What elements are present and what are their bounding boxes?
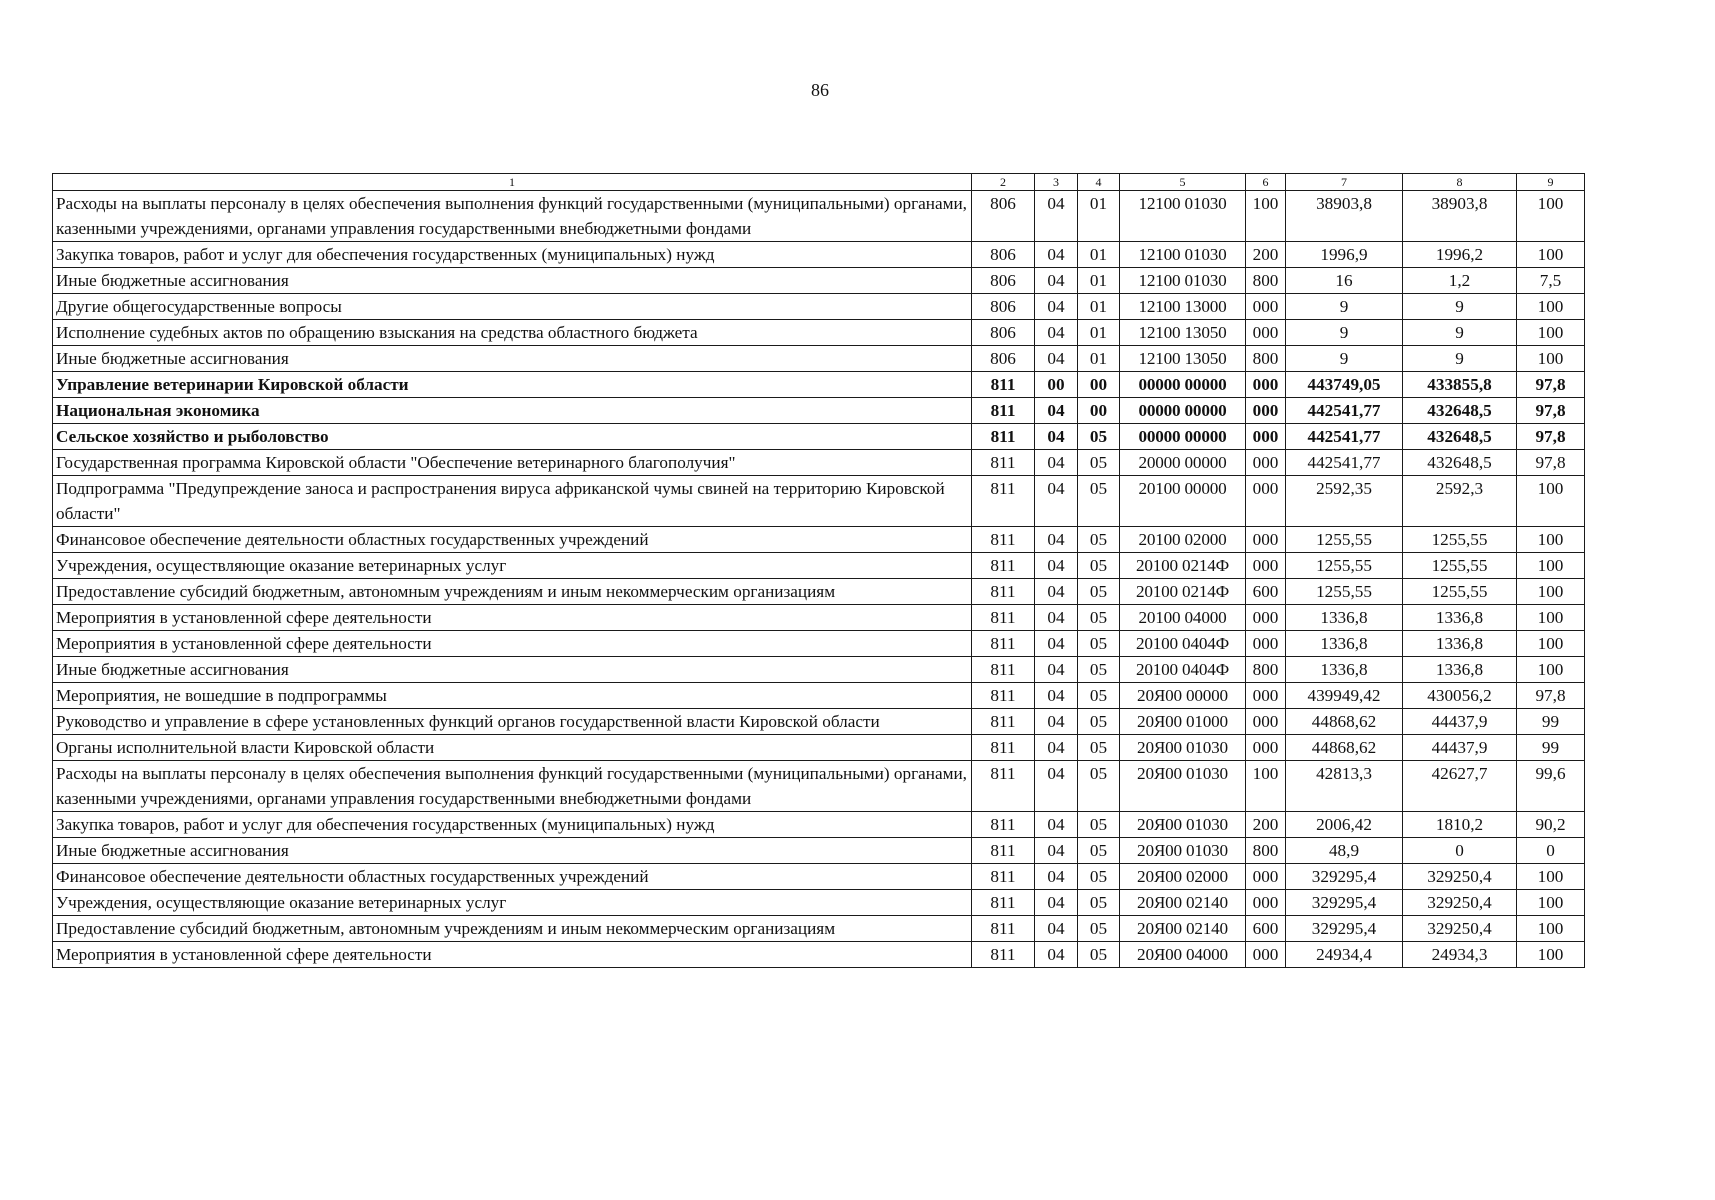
- row-name-cell: Иные бюджетные ассигнования: [53, 346, 972, 372]
- subsection-cell: 01: [1078, 191, 1120, 242]
- target-article-cell: 20Я00 04000: [1120, 942, 1246, 968]
- section-cell: 04: [1035, 191, 1078, 242]
- target-article-cell: 00000 00000: [1120, 424, 1246, 450]
- section-cell: 04: [1035, 709, 1078, 735]
- row-name-cell: Органы исполнительной власти Кировской области: [53, 735, 972, 761]
- chapter-code-cell: 811: [972, 424, 1035, 450]
- section-cell: 04: [1035, 631, 1078, 657]
- expense-type-cell: 800: [1246, 268, 1286, 294]
- percent-cell: 97,8: [1517, 372, 1585, 398]
- row-name-cell: Национальная экономика: [53, 398, 972, 424]
- actual-amount-cell: 9: [1403, 346, 1517, 372]
- section-cell: 04: [1035, 346, 1078, 372]
- percent-cell: 100: [1517, 242, 1585, 268]
- percent-cell: 90,2: [1517, 812, 1585, 838]
- percent-cell: 100: [1517, 942, 1585, 968]
- row-name-cell: Другие общегосударственные вопросы: [53, 294, 972, 320]
- table-row: [53, 527, 1585, 553]
- percent-cell: 99: [1517, 709, 1585, 735]
- actual-amount-cell: 1255,55: [1403, 579, 1517, 605]
- chapter-code-cell: 806: [972, 294, 1035, 320]
- section-cell: 04: [1035, 450, 1078, 476]
- actual-amount-cell: 432648,5: [1403, 424, 1517, 450]
- subsection-cell: 05: [1078, 916, 1120, 942]
- section-cell: 04: [1035, 916, 1078, 942]
- actual-amount-cell: 432648,5: [1403, 398, 1517, 424]
- target-article-cell: 20100 00000: [1120, 476, 1246, 527]
- percent-cell: 97,8: [1517, 683, 1585, 709]
- plan-amount-cell: 2592,35: [1286, 476, 1403, 527]
- chapter-code-cell: 811: [972, 838, 1035, 864]
- expense-type-cell: 800: [1246, 346, 1286, 372]
- percent-cell: 100: [1517, 320, 1585, 346]
- row-name-cell: Мероприятия в установленной сфере деятельности: [53, 605, 972, 631]
- chapter-code-cell: 811: [972, 864, 1035, 890]
- section-cell: 04: [1035, 294, 1078, 320]
- chapter-code-cell: 806: [972, 191, 1035, 242]
- table-row: [53, 268, 1585, 294]
- percent-cell: 100: [1517, 527, 1585, 553]
- target-article-cell: 20Я00 00000: [1120, 683, 1246, 709]
- percent-cell: 100: [1517, 191, 1585, 242]
- percent-cell: 7,5: [1517, 268, 1585, 294]
- actual-amount-cell: 9: [1403, 320, 1517, 346]
- expense-type-cell: 800: [1246, 657, 1286, 683]
- section-cell: 04: [1035, 761, 1078, 812]
- row-name-cell: Иные бюджетные ассигнования: [53, 657, 972, 683]
- plan-amount-cell: 1336,8: [1286, 605, 1403, 631]
- plan-amount-cell: 1336,8: [1286, 631, 1403, 657]
- subsection-cell: 05: [1078, 527, 1120, 553]
- plan-amount-cell: 329295,4: [1286, 864, 1403, 890]
- subsection-cell: 01: [1078, 242, 1120, 268]
- actual-amount-cell: 2592,3: [1403, 476, 1517, 527]
- chapter-code-cell: 811: [972, 761, 1035, 812]
- section-cell: 04: [1035, 553, 1078, 579]
- column-header: 4: [1078, 174, 1120, 191]
- table-row: [53, 242, 1585, 268]
- table-row: [53, 735, 1585, 761]
- plan-amount-cell: 44868,62: [1286, 709, 1403, 735]
- actual-amount-cell: 329250,4: [1403, 890, 1517, 916]
- percent-cell: 97,8: [1517, 450, 1585, 476]
- target-article-cell: 20Я00 01030: [1120, 761, 1246, 812]
- table-row: [53, 864, 1585, 890]
- column-header: 8: [1403, 174, 1517, 191]
- actual-amount-cell: 42627,7: [1403, 761, 1517, 812]
- actual-amount-cell: 44437,9: [1403, 709, 1517, 735]
- plan-amount-cell: 442541,77: [1286, 398, 1403, 424]
- section-cell: 04: [1035, 476, 1078, 527]
- row-name-cell: Финансовое обеспечение деятельности областных государственных учреждений: [53, 527, 972, 553]
- row-name-cell: Управление ветеринарии Кировской области: [53, 372, 972, 398]
- percent-cell: 100: [1517, 890, 1585, 916]
- actual-amount-cell: 1810,2: [1403, 812, 1517, 838]
- table-row: [53, 579, 1585, 605]
- plan-amount-cell: 442541,77: [1286, 424, 1403, 450]
- percent-cell: 100: [1517, 605, 1585, 631]
- plan-amount-cell: 48,9: [1286, 838, 1403, 864]
- chapter-code-cell: 806: [972, 346, 1035, 372]
- plan-amount-cell: 439949,42: [1286, 683, 1403, 709]
- table-row: [53, 838, 1585, 864]
- actual-amount-cell: 1336,8: [1403, 605, 1517, 631]
- plan-amount-cell: 44868,62: [1286, 735, 1403, 761]
- actual-amount-cell: 1,2: [1403, 268, 1517, 294]
- target-article-cell: 12100 13000: [1120, 294, 1246, 320]
- plan-amount-cell: 1255,55: [1286, 553, 1403, 579]
- percent-cell: 100: [1517, 864, 1585, 890]
- subsection-cell: 05: [1078, 735, 1120, 761]
- percent-cell: 99,6: [1517, 761, 1585, 812]
- percent-cell: 99: [1517, 735, 1585, 761]
- actual-amount-cell: 329250,4: [1403, 864, 1517, 890]
- target-article-cell: 20100 04000: [1120, 605, 1246, 631]
- expense-type-cell: 600: [1246, 916, 1286, 942]
- subsection-cell: 00: [1078, 372, 1120, 398]
- percent-cell: 0: [1517, 838, 1585, 864]
- row-name-cell: Сельское хозяйство и рыболовство: [53, 424, 972, 450]
- row-name-cell: Расходы на выплаты персоналу в целях обеспечения выполнения функций государственными (муниципальными) органами, казенными учреждениями, органами управления государственными внебюджетными фондами: [53, 761, 972, 812]
- chapter-code-cell: 811: [972, 476, 1035, 527]
- actual-amount-cell: 0: [1403, 838, 1517, 864]
- expense-type-cell: 000: [1246, 424, 1286, 450]
- table-row: [53, 476, 1585, 527]
- subsection-cell: 05: [1078, 812, 1120, 838]
- table-row: [53, 890, 1585, 916]
- expense-type-cell: 000: [1246, 527, 1286, 553]
- row-name-cell: Иные бюджетные ассигнования: [53, 268, 972, 294]
- table-row: [53, 424, 1585, 450]
- chapter-code-cell: 811: [972, 579, 1035, 605]
- chapter-code-cell: 811: [972, 735, 1035, 761]
- subsection-cell: 05: [1078, 942, 1120, 968]
- chapter-code-cell: 806: [972, 320, 1035, 346]
- table-row: [53, 398, 1585, 424]
- chapter-code-cell: 811: [972, 942, 1035, 968]
- actual-amount-cell: 433855,8: [1403, 372, 1517, 398]
- table-row: [53, 761, 1585, 812]
- subsection-cell: 05: [1078, 864, 1120, 890]
- plan-amount-cell: 38903,8: [1286, 191, 1403, 242]
- row-name-cell: Мероприятия, не вошедшие в подпрограммы: [53, 683, 972, 709]
- chapter-code-cell: 811: [972, 372, 1035, 398]
- section-cell: 04: [1035, 242, 1078, 268]
- table-row: [53, 346, 1585, 372]
- expense-type-cell: 100: [1246, 761, 1286, 812]
- chapter-code-cell: 811: [972, 527, 1035, 553]
- chapter-code-cell: 811: [972, 812, 1035, 838]
- target-article-cell: 20Я00 02000: [1120, 864, 1246, 890]
- expense-type-cell: 000: [1246, 605, 1286, 631]
- column-header: 9: [1517, 174, 1585, 191]
- actual-amount-cell: 1336,8: [1403, 631, 1517, 657]
- subsection-cell: 01: [1078, 346, 1120, 372]
- section-cell: 04: [1035, 942, 1078, 968]
- table-row: [53, 683, 1585, 709]
- target-article-cell: 12100 01030: [1120, 268, 1246, 294]
- column-header: 1: [53, 174, 972, 191]
- row-name-cell: Государственная программа Кировской области "Обеспечение ветеринарного благополучия": [53, 450, 972, 476]
- row-name-cell: Иные бюджетные ассигнования: [53, 838, 972, 864]
- target-article-cell: 20Я00 01030: [1120, 735, 1246, 761]
- section-cell: 04: [1035, 579, 1078, 605]
- actual-amount-cell: 24934,3: [1403, 942, 1517, 968]
- plan-amount-cell: 443749,05: [1286, 372, 1403, 398]
- plan-amount-cell: 1255,55: [1286, 527, 1403, 553]
- expense-type-cell: 000: [1246, 631, 1286, 657]
- subsection-cell: 00: [1078, 398, 1120, 424]
- chapter-code-cell: 811: [972, 683, 1035, 709]
- plan-amount-cell: 9: [1286, 294, 1403, 320]
- table-row: [53, 553, 1585, 579]
- target-article-cell: 20000 00000: [1120, 450, 1246, 476]
- plan-amount-cell: 329295,4: [1286, 916, 1403, 942]
- subsection-cell: 01: [1078, 320, 1120, 346]
- subsection-cell: 01: [1078, 268, 1120, 294]
- percent-cell: 100: [1517, 553, 1585, 579]
- subsection-cell: 05: [1078, 838, 1120, 864]
- target-article-cell: 00000 00000: [1120, 398, 1246, 424]
- target-article-cell: 20Я00 01000: [1120, 709, 1246, 735]
- expense-type-cell: 000: [1246, 398, 1286, 424]
- section-cell: 04: [1035, 890, 1078, 916]
- plan-amount-cell: 42813,3: [1286, 761, 1403, 812]
- subsection-cell: 05: [1078, 631, 1120, 657]
- target-article-cell: 12100 01030: [1120, 242, 1246, 268]
- subsection-cell: 05: [1078, 476, 1120, 527]
- row-name-cell: Мероприятия в установленной сфере деятельности: [53, 942, 972, 968]
- section-cell: 04: [1035, 605, 1078, 631]
- expense-type-cell: 000: [1246, 864, 1286, 890]
- section-cell: 04: [1035, 735, 1078, 761]
- section-cell: 04: [1035, 424, 1078, 450]
- expense-type-cell: 200: [1246, 812, 1286, 838]
- row-name-cell: Мероприятия в установленной сфере деятельности: [53, 631, 972, 657]
- chapter-code-cell: 811: [972, 605, 1035, 631]
- table-row: [53, 657, 1585, 683]
- target-article-cell: 20Я00 01030: [1120, 838, 1246, 864]
- table-row: [53, 709, 1585, 735]
- subsection-cell: 01: [1078, 294, 1120, 320]
- page-number: 86: [811, 80, 829, 100]
- plan-amount-cell: 1336,8: [1286, 657, 1403, 683]
- chapter-code-cell: 806: [972, 268, 1035, 294]
- table-row: [53, 605, 1585, 631]
- actual-amount-cell: 1336,8: [1403, 657, 1517, 683]
- target-article-cell: 20100 02000: [1120, 527, 1246, 553]
- percent-cell: 100: [1517, 294, 1585, 320]
- chapter-code-cell: 811: [972, 450, 1035, 476]
- target-article-cell: 12100 01030: [1120, 191, 1246, 242]
- row-name-cell: Руководство и управление в сфере установленных функций органов государственной власти Кировской области: [53, 709, 972, 735]
- actual-amount-cell: 1255,55: [1403, 553, 1517, 579]
- column-header: 3: [1035, 174, 1078, 191]
- actual-amount-cell: 1255,55: [1403, 527, 1517, 553]
- subsection-cell: 05: [1078, 605, 1120, 631]
- subsection-cell: 05: [1078, 657, 1120, 683]
- expense-type-cell: 600: [1246, 579, 1286, 605]
- row-name-cell: Закупка товаров, работ и услуг для обеспечения государственных (муниципальных) нужд: [53, 242, 972, 268]
- chapter-code-cell: 811: [972, 631, 1035, 657]
- row-name-cell: Предоставление субсидий бюджетным, автономным учреждениям и иным некоммерческим организациям: [53, 916, 972, 942]
- percent-cell: 100: [1517, 346, 1585, 372]
- subsection-cell: 05: [1078, 890, 1120, 916]
- row-name-cell: Учреждения, осуществляющие оказание ветеринарных услуг: [53, 553, 972, 579]
- expense-type-cell: 000: [1246, 372, 1286, 398]
- section-cell: 04: [1035, 657, 1078, 683]
- percent-cell: 97,8: [1517, 424, 1585, 450]
- target-article-cell: 20100 0214Ф: [1120, 579, 1246, 605]
- row-name-cell: Учреждения, осуществляющие оказание ветеринарных услуг: [53, 890, 972, 916]
- section-cell: 04: [1035, 398, 1078, 424]
- actual-amount-cell: 38903,8: [1403, 191, 1517, 242]
- row-name-cell: Предоставление субсидий бюджетным, автономным учреждениям и иным некоммерческим организациям: [53, 579, 972, 605]
- column-header: 7: [1286, 174, 1403, 191]
- expense-type-cell: 000: [1246, 890, 1286, 916]
- subsection-cell: 05: [1078, 683, 1120, 709]
- section-cell: 00: [1035, 372, 1078, 398]
- expense-type-cell: 000: [1246, 683, 1286, 709]
- plan-amount-cell: 2006,42: [1286, 812, 1403, 838]
- expense-type-cell: 000: [1246, 553, 1286, 579]
- chapter-code-cell: 811: [972, 709, 1035, 735]
- target-article-cell: 00000 00000: [1120, 372, 1246, 398]
- table-row: [53, 372, 1585, 398]
- target-article-cell: 20Я00 02140: [1120, 916, 1246, 942]
- expense-type-cell: 000: [1246, 320, 1286, 346]
- actual-amount-cell: 44437,9: [1403, 735, 1517, 761]
- table-row: [53, 812, 1585, 838]
- section-cell: 04: [1035, 812, 1078, 838]
- header-row: [53, 174, 1585, 191]
- target-article-cell: 20100 0404Ф: [1120, 631, 1246, 657]
- actual-amount-cell: 430056,2: [1403, 683, 1517, 709]
- actual-amount-cell: 1996,2: [1403, 242, 1517, 268]
- table-row: [53, 631, 1585, 657]
- percent-cell: 100: [1517, 631, 1585, 657]
- plan-amount-cell: 1996,9: [1286, 242, 1403, 268]
- table-body: [53, 191, 1585, 968]
- expense-type-cell: 000: [1246, 735, 1286, 761]
- percent-cell: 100: [1517, 657, 1585, 683]
- section-cell: 04: [1035, 864, 1078, 890]
- row-name-cell: Расходы на выплаты персоналу в целях обеспечения выполнения функций государственными (муниципальными) органами, казенными учреждениями, органами управления государственными внебюджетными фондами: [53, 191, 972, 242]
- table-row: [53, 320, 1585, 346]
- chapter-code-cell: 811: [972, 657, 1035, 683]
- percent-cell: 97,8: [1517, 398, 1585, 424]
- subsection-cell: 05: [1078, 579, 1120, 605]
- row-name-cell: Подпрограмма "Предупреждение заноса и распространения вируса африканской чумы свиней на территорию Кировской области": [53, 476, 972, 527]
- expense-type-cell: 000: [1246, 450, 1286, 476]
- section-cell: 04: [1035, 268, 1078, 294]
- plan-amount-cell: 9: [1286, 320, 1403, 346]
- target-article-cell: 12100 13050: [1120, 346, 1246, 372]
- section-cell: 04: [1035, 683, 1078, 709]
- actual-amount-cell: 329250,4: [1403, 916, 1517, 942]
- chapter-code-cell: 806: [972, 242, 1035, 268]
- column-header: 6: [1246, 174, 1286, 191]
- expense-type-cell: 200: [1246, 242, 1286, 268]
- chapter-code-cell: 811: [972, 890, 1035, 916]
- budget-table: [52, 173, 1585, 968]
- subsection-cell: 05: [1078, 450, 1120, 476]
- expense-type-cell: 100: [1246, 191, 1286, 242]
- plan-amount-cell: 1255,55: [1286, 579, 1403, 605]
- table-row: [53, 916, 1585, 942]
- section-cell: 04: [1035, 838, 1078, 864]
- target-article-cell: 20100 0214Ф: [1120, 553, 1246, 579]
- plan-amount-cell: 442541,77: [1286, 450, 1403, 476]
- table-row: [53, 191, 1585, 242]
- row-name-cell: Финансовое обеспечение деятельности областных государственных учреждений: [53, 864, 972, 890]
- target-article-cell: 12100 13050: [1120, 320, 1246, 346]
- row-name-cell: Исполнение судебных актов по обращению взыскания на средства областного бюджета: [53, 320, 972, 346]
- expense-type-cell: 000: [1246, 709, 1286, 735]
- target-article-cell: 20Я00 02140: [1120, 890, 1246, 916]
- column-header: 2: [972, 174, 1035, 191]
- chapter-code-cell: 811: [972, 398, 1035, 424]
- actual-amount-cell: 432648,5: [1403, 450, 1517, 476]
- subsection-cell: 05: [1078, 424, 1120, 450]
- row-name-cell: Закупка товаров, работ и услуг для обеспечения государственных (муниципальных) нужд: [53, 812, 972, 838]
- plan-amount-cell: 329295,4: [1286, 890, 1403, 916]
- target-article-cell: 20Я00 01030: [1120, 812, 1246, 838]
- actual-amount-cell: 9: [1403, 294, 1517, 320]
- plan-amount-cell: 24934,4: [1286, 942, 1403, 968]
- percent-cell: 100: [1517, 476, 1585, 527]
- chapter-code-cell: 811: [972, 916, 1035, 942]
- percent-cell: 100: [1517, 579, 1585, 605]
- expense-type-cell: 000: [1246, 294, 1286, 320]
- target-article-cell: 20100 0404Ф: [1120, 657, 1246, 683]
- subsection-cell: 05: [1078, 761, 1120, 812]
- plan-amount-cell: 9: [1286, 346, 1403, 372]
- table-row: [53, 942, 1585, 968]
- subsection-cell: 05: [1078, 709, 1120, 735]
- percent-cell: 100: [1517, 916, 1585, 942]
- column-header: 5: [1120, 174, 1246, 191]
- chapter-code-cell: 811: [972, 553, 1035, 579]
- table-row: [53, 450, 1585, 476]
- expense-type-cell: 000: [1246, 476, 1286, 527]
- expense-type-cell: 800: [1246, 838, 1286, 864]
- section-cell: 04: [1035, 527, 1078, 553]
- subsection-cell: 05: [1078, 553, 1120, 579]
- section-cell: 04: [1035, 320, 1078, 346]
- expense-type-cell: 000: [1246, 942, 1286, 968]
- table-row: [53, 294, 1585, 320]
- plan-amount-cell: 16: [1286, 268, 1403, 294]
